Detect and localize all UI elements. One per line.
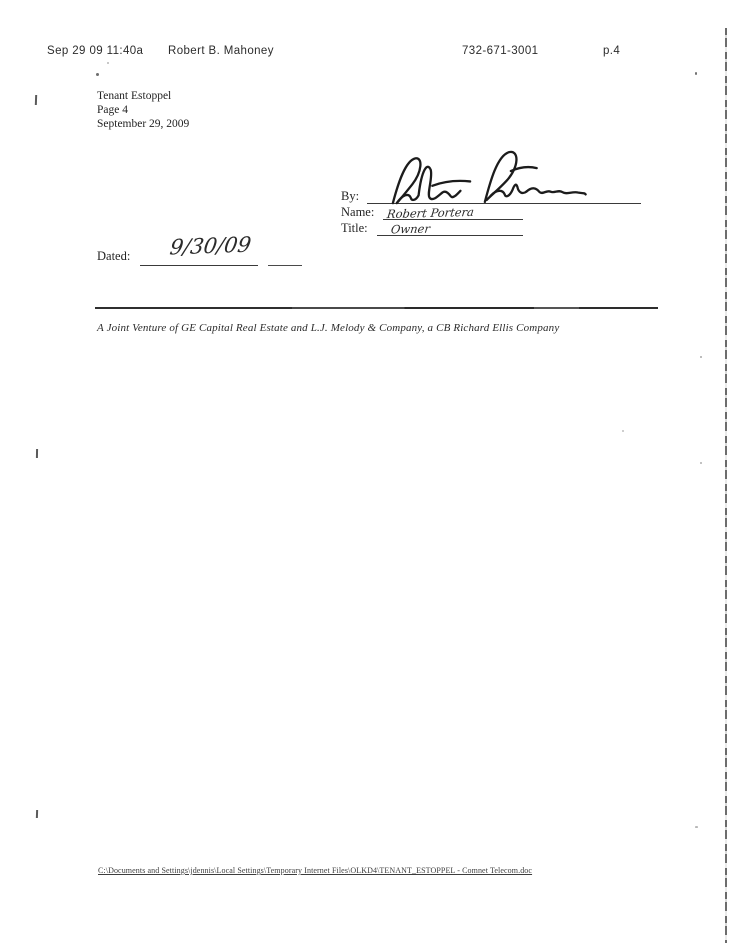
dated-label: Dated: xyxy=(97,249,131,263)
dated-line-short xyxy=(268,265,302,266)
fax-phone-number: 732-671-3001 xyxy=(462,45,539,57)
scan-speck xyxy=(107,62,109,64)
file-path-footer: C:\Documents and Settings\jdennis\Local Settings\Temporary Internet Files\OLKD4\TENANT_ESTOPPEL - Comnet Telecom.doc xyxy=(98,866,533,875)
document-title: Tenant Estoppel xyxy=(97,90,172,102)
signature-squiggle xyxy=(377,142,589,211)
horizontal-rule xyxy=(95,307,658,309)
scan-speck xyxy=(700,462,702,464)
fax-sender-name: Robert B. Mahoney xyxy=(168,45,274,57)
title-label: Title: xyxy=(341,221,368,235)
scan-speck xyxy=(96,73,99,76)
document-info-block xyxy=(97,89,189,131)
scan-speck xyxy=(695,826,698,828)
by-signature-handwriting xyxy=(378,146,588,208)
fax-timestamp: Sep 29 09 11:40a xyxy=(47,45,144,57)
scan-tick xyxy=(36,810,38,818)
scan-tick xyxy=(36,449,38,458)
joint-venture-note: A Joint Venture of GE Capital Real Estate and L.J. Melody & Company, a CB Richard Ellis Company xyxy=(97,322,560,334)
right-edge-scan-line xyxy=(725,28,727,943)
document-page-number: Page 4 xyxy=(97,104,128,116)
dated-handwritten-value: 9/30/09 xyxy=(168,232,253,260)
scan-speck xyxy=(700,356,702,358)
scan-speck xyxy=(695,72,697,75)
by-label: By: xyxy=(341,189,360,203)
document-date: September 29, 2009 xyxy=(97,118,190,130)
scan-tick xyxy=(35,95,37,105)
dated-line xyxy=(140,265,258,266)
fax-page-indicator: p.4 xyxy=(603,45,621,57)
name-label: Name: xyxy=(341,205,375,219)
name-handwritten-value: Robert Portera xyxy=(386,204,475,222)
scan-speck xyxy=(622,430,624,432)
title-handwritten-value: Owner xyxy=(390,221,431,237)
